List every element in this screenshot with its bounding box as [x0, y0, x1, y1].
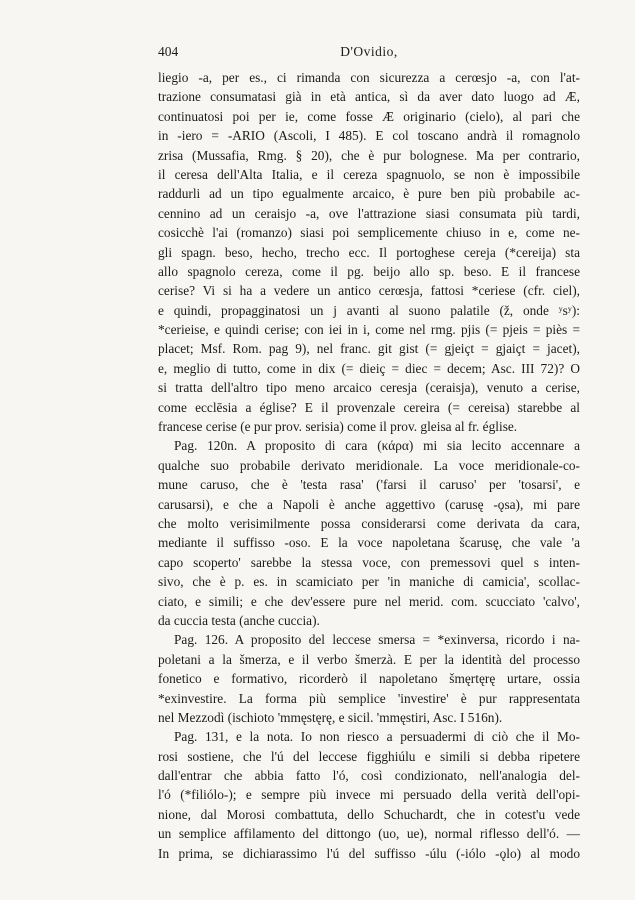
text-line: raddurli ad un tipo egualmente arcaico, è pure ben più probabile ac-	[158, 186, 580, 202]
page-number: 404	[158, 44, 179, 59]
text-line: *exinvestire. La forma più semplice 'investire' è pur rappresentata	[158, 690, 580, 706]
text-line: Pag. 120n. A proposito di cara (κάρα) mi sia lecito accennare a	[174, 438, 580, 454]
text-line: e, meglio di tutto, come in dix (= dieiç = diec = decem; Asc. III 72)? O	[158, 360, 580, 376]
text-line: mune caruso, che è 'testa rasa' ('farsi il caruso' per 'tosarsi', e	[158, 477, 580, 493]
text-line: da cuccia testa (anche cuccia).	[158, 612, 320, 628]
text-line: e quindi, propagginatosi un j avanti al suono palatile (ž, onde ʸsʸ):	[158, 302, 580, 318]
text-line: poletani a la šmerza, e il verbo šmerzà. E per la identità del processo	[158, 651, 580, 667]
text-line: in -iero = -ARIO (Ascoli, I 485). E col toscano andrà il romagnolo	[158, 128, 580, 144]
text-line: capo scoperto' sarebbe la stessa voce, con premessovi quel s inten-	[158, 554, 580, 570]
text-line: allo spagnolo cereza, come il pg. beijo allo sp. beso. E il francese	[158, 263, 580, 279]
text-line: fonetico e formativo, ricorderò il napoletano šmęrtęrę urtare, ossia	[158, 671, 580, 687]
text-line: qualche suo probabile derivato meridionale. La voce meridionale-co-	[158, 457, 580, 473]
text-line: nione, dal Morosi combattuta, dello Schuchardt, che in cotest'u vede	[158, 806, 580, 822]
text-line: francese cerise (e pur prov. serisia) come il prov. gleisa al fr. église.	[158, 419, 518, 435]
text-line: un semplice affilamento del dittongo (uo, ue), normal riflesso dell'ó. —	[158, 826, 580, 842]
text-line: come ecclēsia a église? E il provenzale cereira (= cereisa) starebbe al	[158, 399, 580, 415]
text-line: che molto verisimilmente possa considerarsi come derivata da cara,	[158, 515, 580, 531]
running-header	[158, 44, 580, 64]
text-line: l'ó (*filiólo-); e sempre più invece mi persuado della verità dell'opi-	[158, 787, 580, 803]
text-line: dall'entrar che abbia fatto l'ó, così condizionato, nell'analogia del-	[158, 768, 580, 784]
text-line: gli spagn. beso, hecho, trecho ecc. Il portoghese cereja (*cereija) sta	[158, 244, 580, 260]
text-line: si tratta dell'altro tipo meno arcaico ceresja (ceraisja), venuto a cerise,	[158, 380, 580, 396]
text-line: continuatosi poi per ie, come fosse Æ originario (cielo), al pari che	[158, 108, 580, 124]
text-line: ciato, e simili; e che dev'essere pure nel merid. com. scucciato 'calvo',	[158, 593, 580, 609]
text-line: liegio -a, per es., ci rimanda con sicurezza a cerœsjo -a, con l'at-	[158, 70, 580, 85]
text-line: cosicchè l'ai (romanzo) siasi poi semplicemente chiuso in e, come ne-	[158, 225, 580, 241]
text-line: placet; Msf. Rom. pag 9), nel franc. git gist (= gjeiçt = gjaiçt = jacet),	[158, 341, 580, 357]
text-line: il ceresa dell'Alta Italia, e il cereza spagnuolo, se non è impossibile	[158, 166, 580, 182]
text-line: zrisa (Mussafia, Rmg. § 20), che è pur bolognese. Ma per contrario,	[158, 147, 580, 163]
text-line: mediante il suffisso -oso. E la voce napoletana šcarusę, che vale 'a	[158, 535, 580, 551]
text-line: Pag. 126. A proposito del leccese smersa = *exinversa, ricordo i na-	[174, 632, 580, 648]
text-line: Pag. 131, e la nota. Io non riesco a persuadermi di ciò che il Mo-	[174, 729, 580, 745]
text-line: rosi sostiene, che l'ú del leccese figghiúlu e simili si debba ripetere	[158, 748, 580, 764]
text-line: nel Mezzodì (ischioto 'mmęstęrę, e sicil. 'mmęstiri, Asc. I 516n).	[158, 709, 503, 725]
text-line: sivo, che è p. es. in scamiciato per 'in maniche di camicia', scollac-	[158, 574, 580, 590]
body-text	[158, 68, 580, 863]
text-line: cerise? Vi si ha a vedere un antico cerœsja, fattosi *ceriese (cfr. ciel),	[158, 283, 580, 299]
text-line: carusarsi), e che a Napoli è anche aggettivo (carusę -ǫsa), mi pare	[158, 496, 580, 512]
text-line: In prima, se dichiarassimo l'ú del suffisso -úlu (-iólo -ǫlo) al modo	[158, 845, 580, 861]
text-line: trazione consumatasi già in età antica, sì da aver dato luogo ad Æ,	[158, 89, 580, 105]
text-line: cennino ad un ceraisjo -a, ove l'attrazione siasi consumata più tardi,	[158, 205, 580, 221]
text-line: *cerieise, e quindi cerise; con iei in i, come nel rmg. pjis (= pjeis = piès =	[158, 322, 580, 338]
running-title: D'Ovidio,	[340, 44, 398, 59]
